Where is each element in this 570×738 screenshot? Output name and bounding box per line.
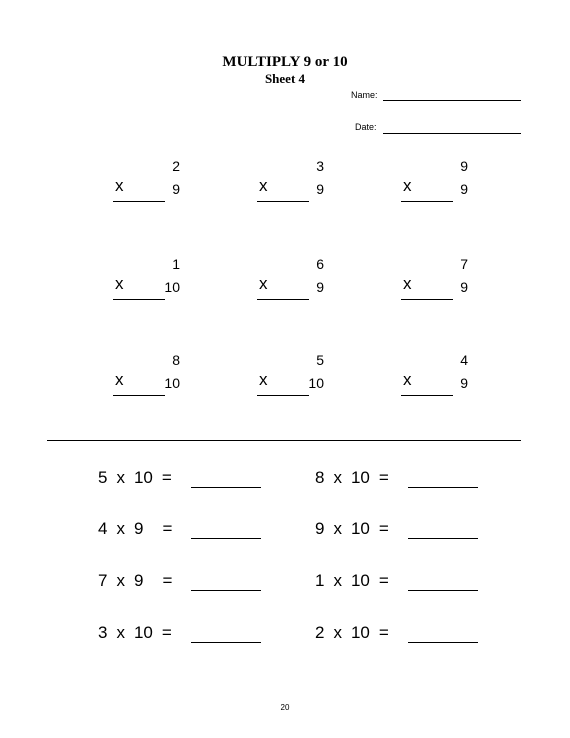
answer-blank[interactable] [191,469,261,488]
multiplicand: 6 [316,256,324,272]
vertical-problem [254,256,324,316]
equals-sign: = [378,519,389,538]
factor-b: 9 [133,571,144,590]
equals-sign: = [162,571,173,590]
multiplier: 9 [172,181,180,197]
answer-blank[interactable] [408,469,478,488]
factor-a: 8 [315,468,325,487]
multiplicand: 1 [172,256,180,272]
answer-rule [401,395,453,396]
times-sign: x [259,176,268,195]
horizontal-problem [315,519,478,539]
vertical-problem [254,352,324,412]
vertical-problem [254,158,324,218]
factor-a: 9 [315,519,325,538]
multiplier: 10 [308,375,324,391]
worksheet-subtitle: Sheet 4 [264,71,306,86]
times-sign: x [333,468,342,487]
times-sign: x [115,176,124,195]
vertical-problem [110,158,180,218]
multiplicand: 2 [172,158,180,174]
multiplier: 9 [460,279,468,295]
factor-a: 3 [98,623,108,642]
factor-b: 10 [133,468,153,487]
horizontal-problem [98,623,261,643]
answer-rule [257,201,309,202]
horizontal-problem [315,623,478,643]
times-sign: x [333,571,342,590]
answer-blank[interactable] [408,624,478,643]
worksheet-title: MULTIPLY 9 or 10 [222,54,348,70]
multiplicand: 8 [172,352,180,368]
times-sign: x [403,370,412,389]
times-sign: x [333,519,342,538]
horizontal-problem [315,571,478,591]
answer-blank[interactable] [191,520,261,539]
horizontal-problem [315,468,478,488]
answer-blank[interactable] [408,520,478,539]
answer-rule [113,395,165,396]
times-sign: x [259,370,268,389]
answer-rule [401,201,453,202]
multiplicand: 7 [460,256,468,272]
vertical-problem [110,256,180,316]
factor-b: 9 [133,519,144,538]
answer-rule [113,299,165,300]
equals-sign: = [378,468,389,487]
multiplicand: 9 [460,158,468,174]
times-sign: x [333,623,342,642]
factor-a: 7 [98,571,108,590]
name-line[interactable] [383,100,521,101]
times-sign: x [116,468,125,487]
equals-sign: = [378,571,389,590]
answer-blank[interactable] [408,572,478,591]
factor-b: 10 [350,623,370,642]
factor-b: 10 [350,571,370,590]
multiplier: 9 [460,375,468,391]
answer-rule [401,299,453,300]
date-line[interactable] [383,133,521,134]
multiplicand: 3 [316,158,324,174]
vertical-problem [398,158,468,218]
factor-b: 10 [133,623,153,642]
multiplier: 10 [164,375,180,391]
multiplicand: 5 [316,352,324,368]
times-sign: x [403,176,412,195]
times-sign: x [403,274,412,293]
name-label: Name: [351,90,378,100]
factor-b: 10 [350,519,370,538]
times-sign: x [116,519,125,538]
section-divider [47,440,521,441]
equals-sign: = [162,519,173,538]
answer-rule [257,395,309,396]
factor-a: 4 [98,519,108,538]
multiplier: 9 [316,279,324,295]
horizontal-problem [98,519,261,539]
times-sign: x [116,623,125,642]
vertical-problem [398,352,468,412]
multiplier: 10 [164,279,180,295]
factor-b: 10 [350,468,370,487]
equals-sign: = [161,623,172,642]
date-label: Date: [355,122,377,132]
answer-blank[interactable] [191,572,261,591]
multiplier: 9 [316,181,324,197]
equals-sign: = [161,468,172,487]
multiplier: 9 [460,181,468,197]
horizontal-problem [98,571,261,591]
factor-a: 5 [98,468,108,487]
answer-rule [113,201,165,202]
answer-rule [257,299,309,300]
page-number: 20 [280,703,290,712]
times-sign: x [115,274,124,293]
multiplicand: 4 [460,352,468,368]
factor-a: 2 [315,623,325,642]
times-sign: x [116,571,125,590]
answer-blank[interactable] [191,624,261,643]
vertical-problem [110,352,180,412]
times-sign: x [259,274,268,293]
equals-sign: = [378,623,389,642]
times-sign: x [115,370,124,389]
factor-a: 1 [315,571,325,590]
vertical-problem [398,256,468,316]
horizontal-problem [98,468,261,488]
